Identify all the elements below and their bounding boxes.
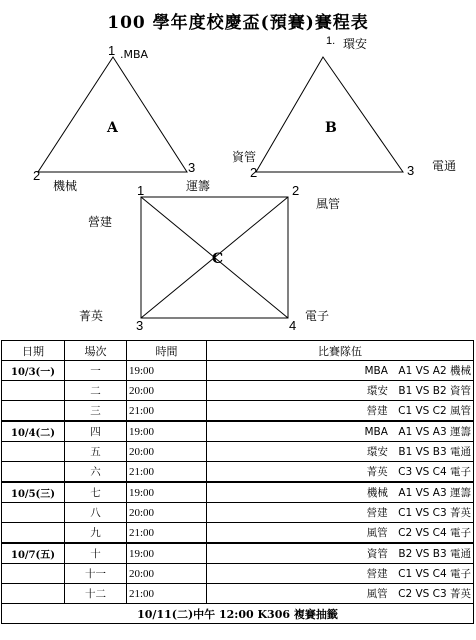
group-a-triangle: [38, 57, 187, 172]
group-c-vertex-1: 1: [137, 183, 145, 198]
match-cell: MBA A1 VS A2 機械: [207, 361, 474, 381]
schedule-body: [2, 361, 474, 604]
schedule-table: [1, 340, 474, 624]
time-cell: 21:00: [127, 584, 207, 604]
table-row: [2, 381, 474, 401]
time-cell: 19:00: [127, 421, 207, 442]
match-cell: 菁英 C3 VS C4 電子: [207, 462, 474, 483]
group-c-team-4: 電子: [305, 309, 330, 323]
group-b-team-2: 資管: [232, 150, 257, 164]
round-cell: 七: [65, 482, 127, 503]
date-cell: [2, 401, 65, 422]
draw-notice: 10/11(二)中午 12:00 K306 複賽抽籤: [2, 604, 474, 624]
match-cell: 營建 C1 VS C4 電子: [207, 564, 474, 584]
date-cell: [2, 442, 65, 462]
group-b-team-1: 環安: [343, 37, 368, 51]
time-cell: 19:00: [127, 361, 207, 381]
group-a-vertex-2: 2: [33, 168, 41, 183]
footer-row: [2, 604, 474, 624]
round-cell: 十二: [65, 584, 127, 604]
table-row: [2, 482, 474, 503]
table-row: [2, 543, 474, 564]
date-cell: [2, 462, 65, 483]
table-row: [2, 421, 474, 442]
date-cell: [2, 564, 65, 584]
time-cell: 20:00: [127, 503, 207, 523]
time-cell: 19:00: [127, 482, 207, 503]
group-b-triangle: [256, 57, 403, 172]
round-cell: 五: [65, 442, 127, 462]
group-b-vertex-1: 1.: [326, 35, 336, 47]
table-row: [2, 361, 474, 381]
page-title: 100 學年度校慶盃(預賽)賽程表: [107, 13, 369, 33]
group-c-vertex-2: 2: [292, 183, 300, 198]
time-cell: 19:00: [127, 543, 207, 564]
group-c-name: C: [212, 251, 224, 267]
date-cell: 10/4(二): [2, 421, 65, 442]
table-row: [2, 503, 474, 523]
time-cell: 20:00: [127, 564, 207, 584]
round-cell: 十: [65, 543, 127, 564]
match-cell: 資管 B2 VS B3 電通: [207, 543, 474, 564]
group-c-vertex-3: 3: [136, 318, 144, 333]
match-cell: 風管 C2 VS C3 菁英: [207, 584, 474, 604]
round-cell: 一: [65, 361, 127, 381]
round-cell: 十一: [65, 564, 127, 584]
round-cell: 四: [65, 421, 127, 442]
table-row: [2, 401, 474, 422]
round-cell: 六: [65, 462, 127, 483]
match-cell: 環安 B1 VS B3 電通: [207, 442, 474, 462]
match-cell: 機械 A1 VS A3 運籌: [207, 482, 474, 503]
header-match: 比賽隊伍: [207, 341, 474, 361]
header-time: 時間: [127, 341, 207, 361]
match-cell: 營建 C1 VS C3 菁英: [207, 503, 474, 523]
table-row: [2, 584, 474, 604]
time-cell: 21:00: [127, 401, 207, 422]
group-b-name: B: [325, 120, 337, 136]
group-a-team-1: .MBA: [120, 48, 149, 61]
round-cell: 二: [65, 381, 127, 401]
group-a-team-2: 機械: [53, 179, 78, 193]
time-cell: 20:00: [127, 381, 207, 401]
group-a-vertex-3: 3: [188, 160, 196, 175]
group-c-team-2: 風管: [316, 197, 341, 211]
table-row: [2, 523, 474, 544]
group-b-vertex-2: 2: [250, 165, 258, 180]
match-cell: 環安 B1 VS B2 資管: [207, 381, 474, 401]
date-cell: [2, 381, 65, 401]
table-row: [2, 564, 474, 584]
date-cell: 10/7(五): [2, 543, 65, 564]
date-cell: [2, 523, 65, 544]
round-cell: 九: [65, 523, 127, 544]
header-round: 場次: [65, 341, 127, 361]
group-b-team-3: 電通: [432, 159, 457, 173]
match-cell: 風管 C2 VS C4 電子: [207, 523, 474, 544]
date-cell: [2, 584, 65, 604]
date-cell: 10/5(三): [2, 482, 65, 503]
match-cell: 營建 C1 VS C2 風管: [207, 401, 474, 422]
group-a-name: A: [107, 120, 118, 136]
table-row: [2, 442, 474, 462]
group-c-team-1: 營建: [88, 215, 113, 229]
time-cell: 20:00: [127, 442, 207, 462]
date-cell: [2, 503, 65, 523]
date-cell: 10/3(一): [2, 361, 65, 381]
group-b-vertex-3: 3: [407, 163, 415, 178]
table-header-row: [2, 341, 474, 361]
group-a-vertex-1: 1: [108, 43, 116, 58]
time-cell: 21:00: [127, 523, 207, 544]
match-cell: MBA A1 VS A3 運籌: [207, 421, 474, 442]
round-cell: 八: [65, 503, 127, 523]
time-cell: 21:00: [127, 462, 207, 483]
group-a-team-3: 運籌: [186, 179, 211, 193]
group-c-team-3: 菁英: [79, 309, 104, 323]
header-date: 日期: [2, 341, 65, 361]
group-c-vertex-4: 4: [289, 318, 297, 333]
round-cell: 三: [65, 401, 127, 422]
table-row: [2, 462, 474, 483]
